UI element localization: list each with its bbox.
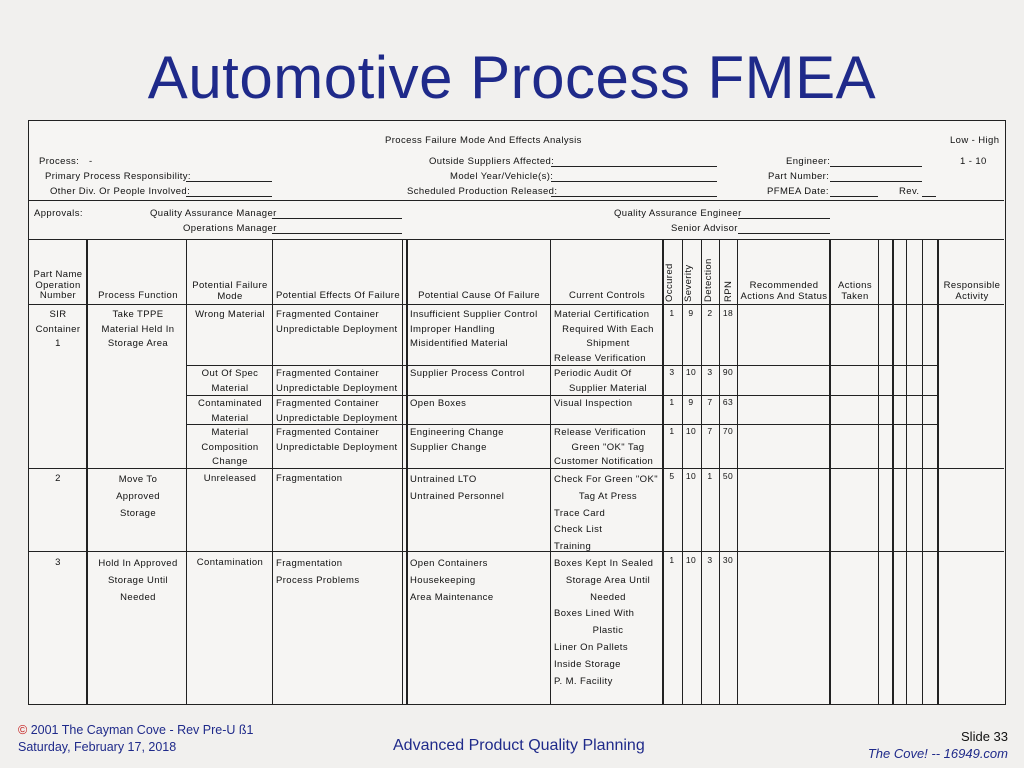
row2-effects: Fragmentation [276, 473, 343, 484]
row3-effects: Fragmentation Process Problems [276, 558, 360, 586]
low-high-label: Low - High [950, 135, 1000, 146]
row1-part: SIR Container 1 [35, 309, 81, 349]
row1d-effects: Fragmented Container Unpredictable Deployment [276, 427, 398, 453]
other-div-label: Other Div. Or People Involved: [50, 186, 191, 197]
row1c-detection: 7 [707, 397, 713, 407]
rev-label: Rev. [899, 186, 920, 197]
range-label: 1 - 10 [960, 156, 987, 167]
col-rpn: RPN [723, 280, 734, 302]
fmea-form [28, 120, 1006, 705]
suppliers-field[interactable] [551, 166, 717, 167]
footer-date: Saturday, February 17, 2018 [18, 740, 177, 754]
row2-part: 2 [55, 473, 61, 484]
col-failure-mode: Potential Failure Mode [192, 280, 268, 302]
row1a-severity: 9 [688, 308, 694, 318]
col-responsible: Responsible Activity [943, 280, 1001, 302]
row1c-severity: 9 [688, 397, 694, 407]
row1b-severity: 10 [685, 367, 697, 377]
footer-copyright: © 2001 The Cayman Cove - Rev Pre-U ß1 [18, 723, 254, 737]
row2-detection: 1 [707, 471, 713, 481]
row2-controls: Check For Green "OK" Tag At Press Trace Card Check List Training [554, 474, 658, 553]
row2-function: Move To Approved Storage [116, 474, 160, 519]
row1b-effects: Fragmented Container Unpredictable Deployment [276, 368, 398, 394]
row3-part: 3 [55, 557, 61, 568]
col-cause: Potential Cause Of Failure [418, 290, 540, 301]
process-label: Process: [39, 156, 80, 167]
row1a-controls: Material Certification Required With Each Shipment Release Verification [554, 309, 654, 364]
senior-advisor-field[interactable] [738, 233, 830, 234]
qa-engineer-label: Quality Assurance Engineer [614, 208, 742, 219]
row1d-rpn: 70 [722, 426, 734, 436]
row1b-mode: Out Of Spec Material [201, 368, 259, 394]
row1a-detection: 2 [707, 308, 713, 318]
row2-occured: 5 [669, 471, 675, 481]
row1c-controls: Visual Inspection [554, 398, 633, 409]
row3-cause: Open Containers Housekeeping Area Maintenance [410, 558, 494, 603]
primary-responsibility-label: Primary Process Responsibility: [45, 171, 191, 182]
row3-mode: Contamination [196, 557, 264, 568]
row1a-rpn: 18 [722, 308, 734, 318]
scheduled-field[interactable] [551, 196, 717, 197]
row1d-severity: 10 [685, 426, 697, 436]
col-actions-taken: Actions Taken [838, 280, 872, 302]
model-year-field[interactable] [551, 181, 717, 182]
row3-rpn: 30 [722, 555, 734, 565]
engineer-field[interactable] [830, 166, 922, 167]
row1d-detection: 7 [707, 426, 713, 436]
other-div-field[interactable] [186, 196, 272, 197]
part-number-label: Part Number: [768, 171, 830, 182]
row1a-mode: Wrong Material [195, 309, 265, 320]
engineer-label: Engineer: [786, 156, 831, 167]
primary-responsibility-field[interactable] [186, 181, 272, 182]
row1d-occured: 1 [669, 426, 675, 436]
row1c-cause: Open Boxes [410, 398, 467, 409]
row3-controls: Boxes Kept In Sealed Storage Area Until Needed Boxes Lined With Plastic Liner On Pallets Inside Storage P. M. Facility [554, 558, 654, 687]
row3-detection: 3 [707, 555, 713, 565]
footer-site: The Cove! -- 16949.com [867, 746, 1008, 761]
approvals-label: Approvals: [34, 208, 83, 219]
model-year-label: Model Year/Vehicle(s): [450, 171, 554, 182]
slide-number: Slide 33 [961, 729, 1008, 744]
col-controls: Current Controls [568, 290, 646, 301]
col-effects: Potential Effects Of Failure [275, 290, 401, 301]
footer-course-title: Advanced Product Quality Planning [393, 737, 645, 754]
row1-function: Take TPPE Material Held In Storage Area [101, 309, 175, 349]
row3-function: Hold In Approved Storage Until Needed [98, 558, 178, 603]
col-part-name: Part Name Operation Number [33, 269, 83, 301]
row2-severity: 10 [685, 471, 697, 481]
ops-manager-label: Operations Manager [183, 223, 277, 234]
part-number-field[interactable] [830, 181, 922, 182]
row1d-cause: Engineering Change Supplier Change [410, 427, 504, 453]
col-detection: Detection [703, 258, 714, 302]
senior-advisor-label: Senior Advisor [671, 223, 738, 234]
col-process-function: Process Function [98, 290, 178, 301]
qa-manager-label: Quality Assurance Manager [150, 208, 277, 219]
col-severity: Severity [683, 264, 694, 302]
process-value[interactable]: - [89, 156, 93, 167]
row1d-controls: Release Verification Green "OK" Tag Customer Notification [554, 427, 654, 467]
row1b-occured: 3 [669, 367, 675, 377]
row3-occured: 1 [669, 555, 675, 565]
qa-engineer-field[interactable] [738, 218, 830, 219]
row1c-mode: Contaminated Material [198, 398, 262, 424]
row1b-rpn: 90 [722, 367, 734, 377]
row1b-cause: Supplier Process Control [410, 368, 525, 379]
slide-title: Automotive Process FMEA [147, 44, 877, 111]
col-recommended: Recommended Actions And Status [740, 280, 828, 302]
row2-cause: Untrained LTO Untrained Personnel [410, 474, 505, 502]
col-occured: Occured [664, 263, 675, 302]
pfmea-date-field[interactable] [830, 196, 878, 197]
pfmea-date-label: PFMEA Date: [767, 186, 829, 197]
form-header-title: Process Failure Mode And Effects Analysis [385, 135, 582, 146]
row1c-effects: Fragmented Container Unpredictable Deployment [276, 398, 398, 424]
suppliers-label: Outside Suppliers Affected: [429, 156, 555, 167]
row1d-mode: Material Composition Change [201, 427, 259, 467]
row1a-occured: 1 [669, 308, 675, 318]
row1b-detection: 3 [707, 367, 713, 377]
row1b-controls: Periodic Audit Of Supplier Material [554, 368, 648, 394]
row1a-effects: Fragmented Container Unpredictable Deployment [276, 309, 398, 335]
rev-field[interactable] [922, 196, 936, 197]
row1c-rpn: 63 [722, 397, 734, 407]
qa-manager-field[interactable] [272, 218, 402, 219]
scheduled-label: Scheduled Production Released: [407, 186, 558, 197]
row1c-occured: 1 [669, 397, 675, 407]
copyright-symbol: © [18, 723, 28, 737]
row2-rpn: 50 [722, 471, 734, 481]
row1a-cause: Insufficient Supplier Control Improper Handling Misidentified Material [410, 309, 538, 349]
row3-severity: 10 [685, 555, 697, 565]
row2-mode: Unreleased [203, 473, 257, 484]
ops-manager-field[interactable] [272, 233, 402, 234]
